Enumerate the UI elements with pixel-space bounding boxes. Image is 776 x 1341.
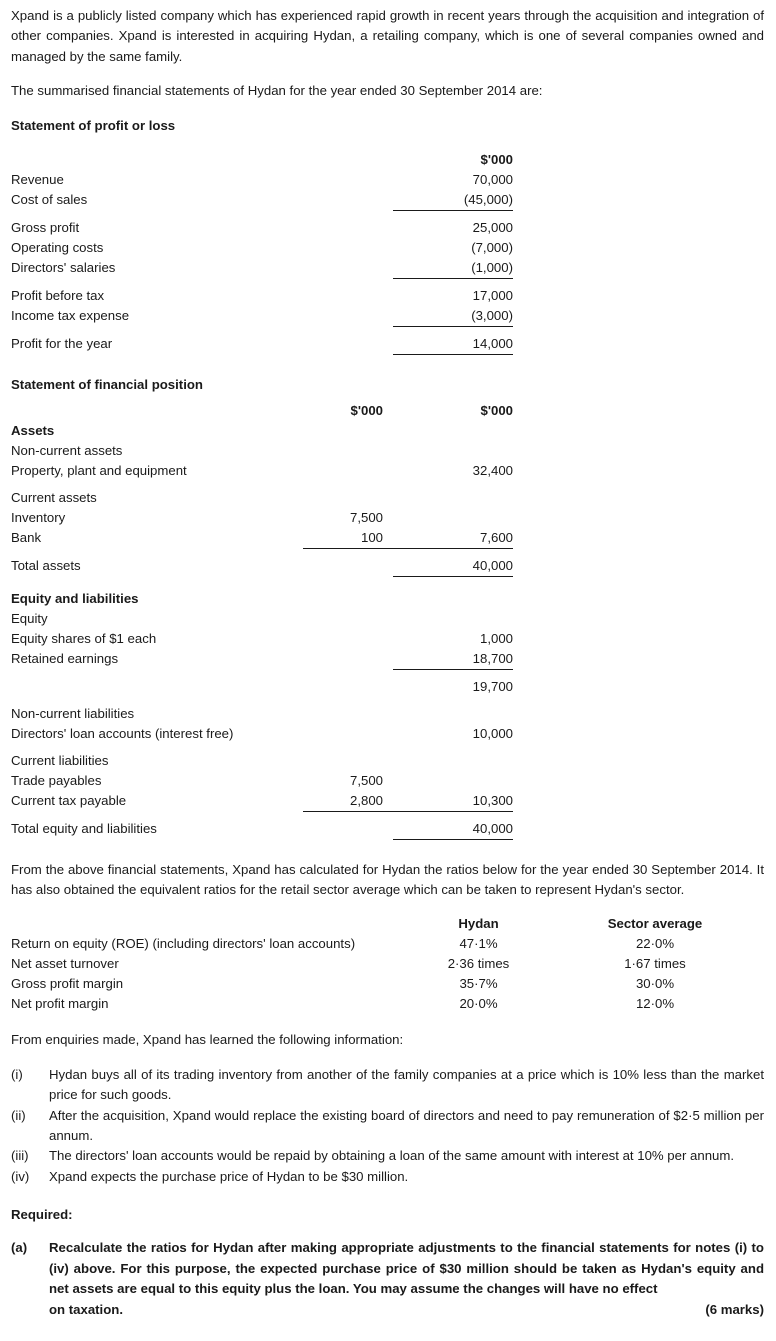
- table-row: [11, 609, 513, 629]
- table-row: [11, 461, 513, 481]
- blank-cell: [11, 278, 303, 286]
- blank-cell: [303, 669, 393, 677]
- enquiries-list: [11, 1065, 764, 1187]
- sfp-column-header-left: $'000: [350, 402, 383, 418]
- pl-label-operating-costs: Operating costs: [11, 239, 104, 255]
- blank-cell: [303, 278, 393, 286]
- blank-cell: [303, 744, 393, 751]
- blank-cell: [303, 704, 393, 724]
- ratios-intro-paragraph: From the above financial statements, Xpand has calculated for Hydan the ratios below for the year ended 30 September 2014. It has also obtained the equivalent ratios for the retail sector average which can be taken to represent Hydan's sector.: [11, 861, 764, 898]
- list-item: [11, 1065, 764, 1106]
- ratio-hydan-roe: 47·1%: [459, 936, 498, 952]
- blank-cell: [393, 744, 513, 751]
- pl-label-cost-of-sales: Cost of sales: [11, 192, 88, 208]
- blank-cell: [393, 669, 513, 677]
- table-row: [11, 954, 764, 974]
- sfp-total-assets-value: 40,000: [393, 556, 513, 577]
- sfp-assets-heading: Assets: [11, 422, 55, 438]
- sfp-equity-shares-label: Equity shares of $1 each: [11, 630, 157, 646]
- profit-or-loss-heading: Statement of profit or loss: [11, 117, 176, 133]
- required-item-text-tail: on taxation.: [49, 1301, 123, 1317]
- ratio-sector-net-asset-turnover: 1·67 times: [624, 956, 686, 972]
- blank-cell: [303, 576, 393, 589]
- required-heading: Required:: [11, 1207, 73, 1223]
- blank-cell: [393, 811, 513, 819]
- table-row: [11, 649, 513, 670]
- spacer-row: [11, 210, 513, 218]
- blank-cell: [303, 677, 393, 697]
- blank-cell: [303, 334, 393, 355]
- ratios-header-hydan: Hydan: [458, 916, 499, 932]
- blank-cell: [303, 218, 393, 238]
- sfp-current-tax-label: Current tax payable: [11, 793, 127, 809]
- required-item-text: Recalculate the ratios for Hydan after making appropriate adjustments to the financial statements for notes (i) to (iv) above. For this purpose, the expected purchase price of $30 million should be taken as Hydan's equity and net assets are equal to this equity plus the loan. You may assume the changes will have no effect: [49, 1240, 764, 1297]
- sfp-equity-total: 19,700: [472, 678, 513, 694]
- list-item: [11, 1167, 764, 1187]
- sfp-equity-label: Equity: [11, 610, 48, 626]
- ratio-label-gross-profit-margin: Gross profit margin: [11, 976, 124, 992]
- blank-cell: [303, 170, 393, 190]
- list-item-text: Hydan buys all of its trading inventory from another of the family companies at a price which is 10% less than the market price for such goods.: [49, 1066, 764, 1103]
- blank-cell: [303, 326, 393, 334]
- blank-cell: [303, 190, 393, 211]
- blank-cell: [11, 576, 303, 589]
- sfp-total-assets-label: Total assets: [11, 558, 81, 574]
- sfp-non-current-liabilities-label: Non-current liabilities: [11, 705, 135, 721]
- pl-value-profit-for-year: 14,000: [393, 334, 513, 355]
- sfp-bank-value: 100: [303, 528, 393, 549]
- blank-cell: [11, 677, 303, 697]
- blank-cell: [11, 669, 303, 677]
- blank-cell: [11, 481, 303, 488]
- table-row: [11, 528, 513, 549]
- sfp-inventory-value: 7,500: [349, 509, 383, 525]
- blank-cell: [303, 488, 393, 508]
- required-item-a: [11, 1238, 764, 1320]
- pl-value-directors-salaries: (1,000): [393, 258, 513, 279]
- blank-cell: [11, 210, 303, 218]
- spacer-row: [11, 669, 513, 677]
- table-row: [11, 704, 513, 724]
- financial-position-heading: Statement of financial position: [11, 376, 203, 392]
- blank-cell: [11, 326, 303, 334]
- sfp-retained-earnings-value: 18,700: [393, 649, 513, 670]
- list-item-text: Xpand expects the purchase price of Hydan to be $30 million.: [49, 1168, 409, 1184]
- blank-cell: [11, 811, 303, 819]
- ratio-hydan-gross-profit-margin: 35·7%: [459, 976, 498, 992]
- sfp-current-liabilities-label: Current liabilities: [11, 752, 109, 768]
- sfp-column-header-right: $'000: [480, 402, 513, 418]
- table-row: [11, 994, 764, 1014]
- blank-cell: [303, 629, 393, 649]
- blank-cell: [303, 258, 393, 279]
- sfp-bank-label: Bank: [11, 530, 42, 546]
- sfp-equity-shares-value: 1,000: [479, 630, 513, 646]
- ratios-table: [11, 914, 764, 1014]
- table-row: [11, 421, 513, 441]
- blank-cell: [393, 576, 513, 589]
- list-item-marker: (i): [11, 1066, 23, 1082]
- blank-cell: [393, 210, 513, 218]
- blank-cell: [11, 150, 303, 170]
- ratio-sector-gross-profit-margin: 30·0%: [635, 976, 675, 992]
- blank-cell: [303, 751, 393, 771]
- ratio-hydan-net-asset-turnover: 2·36 times: [447, 956, 510, 972]
- sfp-trade-payables-value: 7,500: [349, 772, 383, 788]
- blank-cell: [393, 704, 513, 724]
- blank-cell: [393, 771, 513, 791]
- blank-cell: [11, 401, 303, 421]
- sfp-total-equity-liabilities-value: 40,000: [393, 819, 513, 840]
- required-list: [11, 1238, 764, 1320]
- spacer-row: [11, 576, 513, 589]
- blank-cell: [11, 744, 303, 751]
- ratio-sector-roe: 22·0%: [635, 936, 675, 952]
- blank-cell: [303, 811, 393, 819]
- sfp-current-liabilities-total: 10,300: [393, 791, 513, 812]
- required-item-last-line: [49, 1300, 764, 1320]
- list-item: [11, 1146, 764, 1166]
- list-item: [11, 1106, 764, 1147]
- sfp-ppe-value: 32,400: [472, 462, 513, 478]
- spacer-row: [11, 278, 513, 286]
- sfp-current-assets-label: Current assets: [11, 489, 97, 505]
- table-row-header: [11, 914, 764, 934]
- pl-label-directors-salaries: Directors' salaries: [11, 260, 116, 276]
- blank-cell: [303, 609, 393, 629]
- pl-value-gross-profit: 25,000: [472, 219, 513, 235]
- table-row: [11, 771, 513, 791]
- enquiries-intro: From enquiries made, Xpand has learned the following information:: [11, 1032, 404, 1048]
- sfp-current-tax-value: 2,800: [303, 791, 393, 812]
- sfp-current-assets-total: 7,600: [393, 528, 513, 549]
- table-row: [11, 238, 513, 258]
- pl-column-header: $'000: [480, 151, 513, 167]
- table-row: [11, 334, 513, 355]
- pl-label-revenue: Revenue: [11, 171, 64, 187]
- spacer: [11, 1014, 764, 1030]
- required-item-marker: (a): [11, 1240, 28, 1256]
- table-row: [11, 751, 513, 771]
- table-row: [11, 589, 513, 609]
- pl-label-profit-before-tax: Profit before tax: [11, 287, 105, 303]
- spacer-row: [11, 481, 513, 488]
- blank-cell: [303, 441, 393, 461]
- blank-cell: [393, 441, 513, 461]
- spacer-row: [11, 811, 513, 819]
- ratio-label-roe: Return on equity (ROE) (including directors' loan accounts): [11, 936, 356, 952]
- blank-cell: [11, 548, 303, 556]
- intro-paragraph-1: Xpand is a publicly listed company which has experienced rapid growth in recent years through the acquisition and integration of other companies. Xpand is interested in acquiring Hydan, a retailing company, which is one of several companies owned and managed by the same family.: [11, 8, 764, 64]
- pl-value-operating-costs: (7,000): [471, 239, 513, 255]
- pl-label-income-tax-expense: Income tax expense: [11, 308, 130, 324]
- blank-cell: [393, 548, 513, 556]
- blank-cell: [303, 556, 393, 577]
- blank-cell: [303, 697, 393, 704]
- table-row: [11, 819, 513, 840]
- sfp-directors-loan-label: Directors' loan accounts (interest free): [11, 725, 234, 741]
- ratios-header-sector: Sector average: [607, 916, 703, 932]
- intro-paragraph-2: The summarised financial statements of Hydan for the year ended 30 September 2014 are:: [11, 83, 543, 99]
- spacer-row: [11, 744, 513, 751]
- blank-cell: [303, 819, 393, 840]
- sfp-inventory-label: Inventory: [11, 509, 66, 525]
- pl-label-profit-for-year: Profit for the year: [11, 336, 113, 352]
- spacer: [11, 355, 764, 375]
- table-row: [11, 218, 513, 238]
- table-row: [11, 556, 513, 577]
- table-row: [11, 934, 764, 954]
- list-item-marker: (ii): [11, 1107, 26, 1123]
- blank-cell: [393, 421, 513, 441]
- ratio-label-net-asset-turnover: Net asset turnover: [11, 956, 119, 972]
- table-row: [11, 629, 513, 649]
- table-row: [11, 306, 513, 327]
- blank-cell: [303, 286, 393, 306]
- spacer-row: [11, 697, 513, 704]
- blank-cell: [11, 914, 411, 934]
- blank-cell: [303, 461, 393, 481]
- blank-cell: [303, 421, 393, 441]
- blank-cell: [303, 210, 393, 218]
- blank-cell: [393, 481, 513, 488]
- sfp-ppe-label: Property, plant and equipment: [11, 462, 187, 478]
- blank-cell: [393, 589, 513, 609]
- table-row: [11, 286, 513, 306]
- sfp-trade-payables-label: Trade payables: [11, 772, 102, 788]
- sfp-non-current-assets-label: Non-current assets: [11, 442, 123, 458]
- sfp-retained-earnings-label: Retained earnings: [11, 651, 119, 667]
- sfp-total-equity-liabilities-label: Total equity and liabilities: [11, 821, 157, 837]
- blank-cell: [303, 649, 393, 670]
- table-row: [11, 441, 513, 461]
- list-item-marker: (iv): [11, 1168, 30, 1184]
- blank-cell: [393, 697, 513, 704]
- table-row: [11, 677, 513, 697]
- blank-cell: [393, 751, 513, 771]
- blank-cell: [303, 724, 393, 744]
- table-row: [11, 488, 513, 508]
- blank-cell: [303, 481, 393, 488]
- spacer: [11, 840, 764, 860]
- list-item-text: The directors' loan accounts would be repaid by obtaining a loan of the same amount with interest at 10% per annum.: [49, 1148, 735, 1164]
- sfp-equity-liabilities-heading: Equity and liabilities: [11, 590, 139, 606]
- profit-or-loss-table: [11, 150, 513, 355]
- marks-label: (6 marks): [705, 1301, 764, 1317]
- table-row: [11, 258, 513, 279]
- table-row: [11, 791, 513, 812]
- pl-value-income-tax-expense: (3,000): [393, 306, 513, 327]
- table-row: [11, 508, 513, 528]
- blank-cell: [393, 488, 513, 508]
- financial-position-table: [11, 401, 513, 840]
- sfp-directors-loan-value: 10,000: [472, 725, 513, 741]
- blank-cell: [303, 150, 393, 170]
- table-row: [11, 170, 513, 190]
- spacer: [11, 142, 764, 150]
- pl-label-gross-profit: Gross profit: [11, 219, 80, 235]
- blank-cell: [303, 306, 393, 327]
- table-row: [11, 190, 513, 211]
- ratio-label-net-profit-margin: Net profit margin: [11, 996, 109, 1012]
- blank-cell: [393, 508, 513, 528]
- spacer-row: [11, 326, 513, 334]
- pl-value-revenue: 70,000: [472, 171, 513, 187]
- blank-cell: [303, 548, 393, 556]
- blank-cell: [303, 238, 393, 258]
- spacer-row: [11, 548, 513, 556]
- ratio-hydan-net-profit-margin: 20·0%: [459, 996, 498, 1012]
- list-item-marker: (iii): [11, 1148, 29, 1164]
- pl-value-profit-before-tax: 17,000: [472, 287, 513, 303]
- blank-cell: [393, 278, 513, 286]
- blank-cell: [393, 326, 513, 334]
- blank-cell: [393, 609, 513, 629]
- ratio-sector-net-profit-margin: 12·0%: [635, 996, 675, 1012]
- table-row-header: [11, 401, 513, 421]
- table-row-header: [11, 150, 513, 170]
- pl-value-cost-of-sales: (45,000): [393, 190, 513, 211]
- table-row: [11, 724, 513, 744]
- blank-cell: [11, 697, 303, 704]
- list-item-text: After the acquisition, Xpand would replace the existing board of directors and need to pay remuneration of $2·5 million per annum.: [49, 1107, 764, 1144]
- table-row: [11, 974, 764, 994]
- blank-cell: [303, 589, 393, 609]
